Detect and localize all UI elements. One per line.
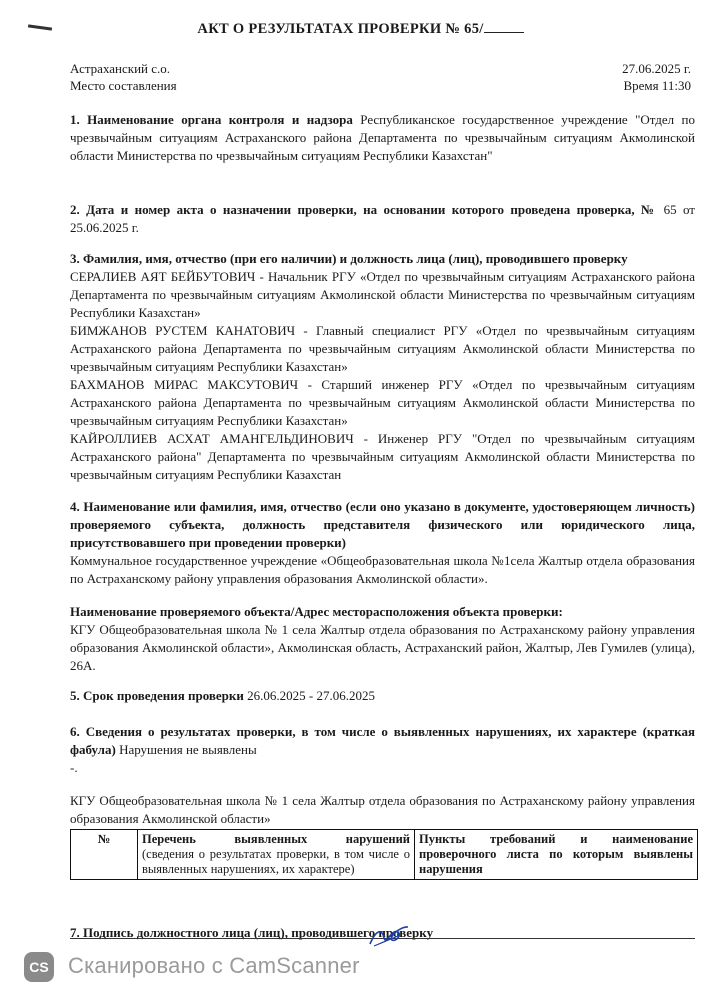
title-text: АКТ О РЕЗУЛЬТАТАХ ПРОВЕРКИ № 65/ — [197, 21, 484, 37]
section-2-text: 65 от 25.06.2025 г. — [70, 202, 695, 235]
section-5 — [70, 687, 695, 705]
act-number-blank — [484, 20, 524, 33]
section-2 — [70, 201, 695, 237]
inspector-1: СЕРАЛИЕВ АЯТ БЕЙБУТОВИЧ - Начальник РГУ «Отдел по чрезвычайным ситуациям Астраханского района Департамента по чрезвычайным ситуациям Акмолинской области Министерства по чрезвычайным ситуациям Республики Казахстан» — [70, 269, 695, 320]
section-6-label: 6. Сведения о результатах проверки, в том числе о выявленных нарушениях, их характере (краткая фабула) — [70, 724, 695, 757]
inspector-4: КАЙРОЛЛИЕВ АСХАТ АМАНГЕЛЬДИНОВИЧ - Инженер РГУ "Отдел по чрезвычайным ситуациям Астраханского района" Департамента по чрезвычайным ситуациям Акмолинской области Министерства по чрезвычайным ситуациям Республики Казахстан — [70, 431, 695, 482]
section-6-text: Нарушения не выявлены — [115, 742, 257, 757]
section-3-label: 3. Фамилия, имя, отчество (при его наличии) и должность лица (лиц), проводившего проверку — [70, 251, 628, 266]
section-1 — [70, 111, 695, 165]
section-5-label: 5. Срок проведения проверки — [70, 688, 244, 703]
object-section — [70, 603, 695, 675]
section-5-text: 26.06.2025 - 27.06.2025 — [243, 688, 375, 703]
inspector-3: БАХМАНОВ МИРАС МАКСУТОВИЧ - Старший инженер РГУ «Отдел по чрезвычайным ситуациям Астраханского района Департамента по чрезвычайным ситуациям Акмолинской области Министерства по чрезвычайным ситуациям Республики Казахстан» — [70, 377, 695, 428]
violations-table — [70, 829, 698, 880]
date-value: 27.06.2025 г. — [622, 61, 691, 76]
camscanner-logo-icon: CS — [24, 952, 54, 982]
section-4-text: Коммунальное государственное учреждение «Общеобразовательная школа №1села Жалтыр отдела образования по Астраханскому району управления образования Акмолинской области». — [70, 553, 695, 586]
section-2-label: 2. Дата и номер акта о назначении проверки, на основании которого проведена проверка, № — [70, 202, 658, 217]
section-1-label: 1. Наименование органа контроля и надзора — [70, 112, 353, 127]
section-4-label: 4. Наименование или фамилия, имя, отчество (если оно указано в документе, удостоверяющем личность) проверяемого субъекта, должность представителя физического или юридического лица, присутствовавшего при проведении проверки) — [70, 499, 695, 550]
col-requirements-header: Пункты требований и наименование проверочного листа по которым выявлены нарушения — [415, 830, 698, 880]
place-label: Место составления — [70, 78, 177, 93]
place-value: Астраханский с.о. — [70, 61, 171, 76]
header-right — [622, 60, 691, 94]
section-6 — [70, 723, 695, 777]
scanner-watermark — [0, 948, 721, 988]
time-value: Время 11:30 — [623, 78, 691, 93]
school-line-text: КГУ Общеобразовательная школа № 1 села Жалтыр отдела образования по Астраханскому району управления образования Акмолинской области» — [70, 793, 695, 826]
table-row — [71, 830, 698, 880]
section-3 — [70, 250, 695, 484]
object-label: Наименование проверяемого объекта/Адрес месторасположения объекта проверки: — [70, 604, 563, 619]
col-number-header: № — [71, 830, 138, 880]
col-violations-sub: (сведения о результатах проверки, в том числе о выявленных нарушениях, их характере) — [142, 847, 410, 876]
camscanner-text: Сканировано с CamScanner — [68, 953, 360, 978]
col-violations-header — [138, 830, 415, 880]
header-left — [70, 60, 177, 94]
section-7-label: 7. Подпись должностного лица (лиц), проводившего проверку — [70, 925, 434, 940]
school-line — [70, 792, 695, 828]
object-text: КГУ Общеобразовательная школа № 1 села Жалтыр отдела образования по Астраханскому району управления образования Акмолинской области», Акмолинская область, Астраханский район, Жалтыр, Лев Гумилев (улица), 26А. — [70, 622, 695, 673]
section-6-dash: -. — [70, 760, 78, 775]
document-title — [0, 20, 721, 38]
section-4 — [70, 498, 695, 588]
inspector-2: БИМЖАНОВ РУСТЕМ КАНАТОВИЧ - Главный специалист РГУ «Отдел по чрезвычайным ситуациям Астраханского района Департамента по чрезвычайным ситуациям Акмолинской области Министерства по чрезвычайным ситуациям Республики Казахстан» — [70, 323, 695, 374]
signature-scribble-icon — [368, 924, 410, 948]
col-violations-label: Перечень выявленных нарушений — [142, 832, 410, 846]
section-1-text: Республиканское государственное учреждение "Отдел по чрезвычайным ситуациям Астраханского района Департамента по чрезвычайным ситуациям Акмолинской области Министерства по чрезвычайным ситуациям Республики Казахстан" — [70, 112, 695, 163]
